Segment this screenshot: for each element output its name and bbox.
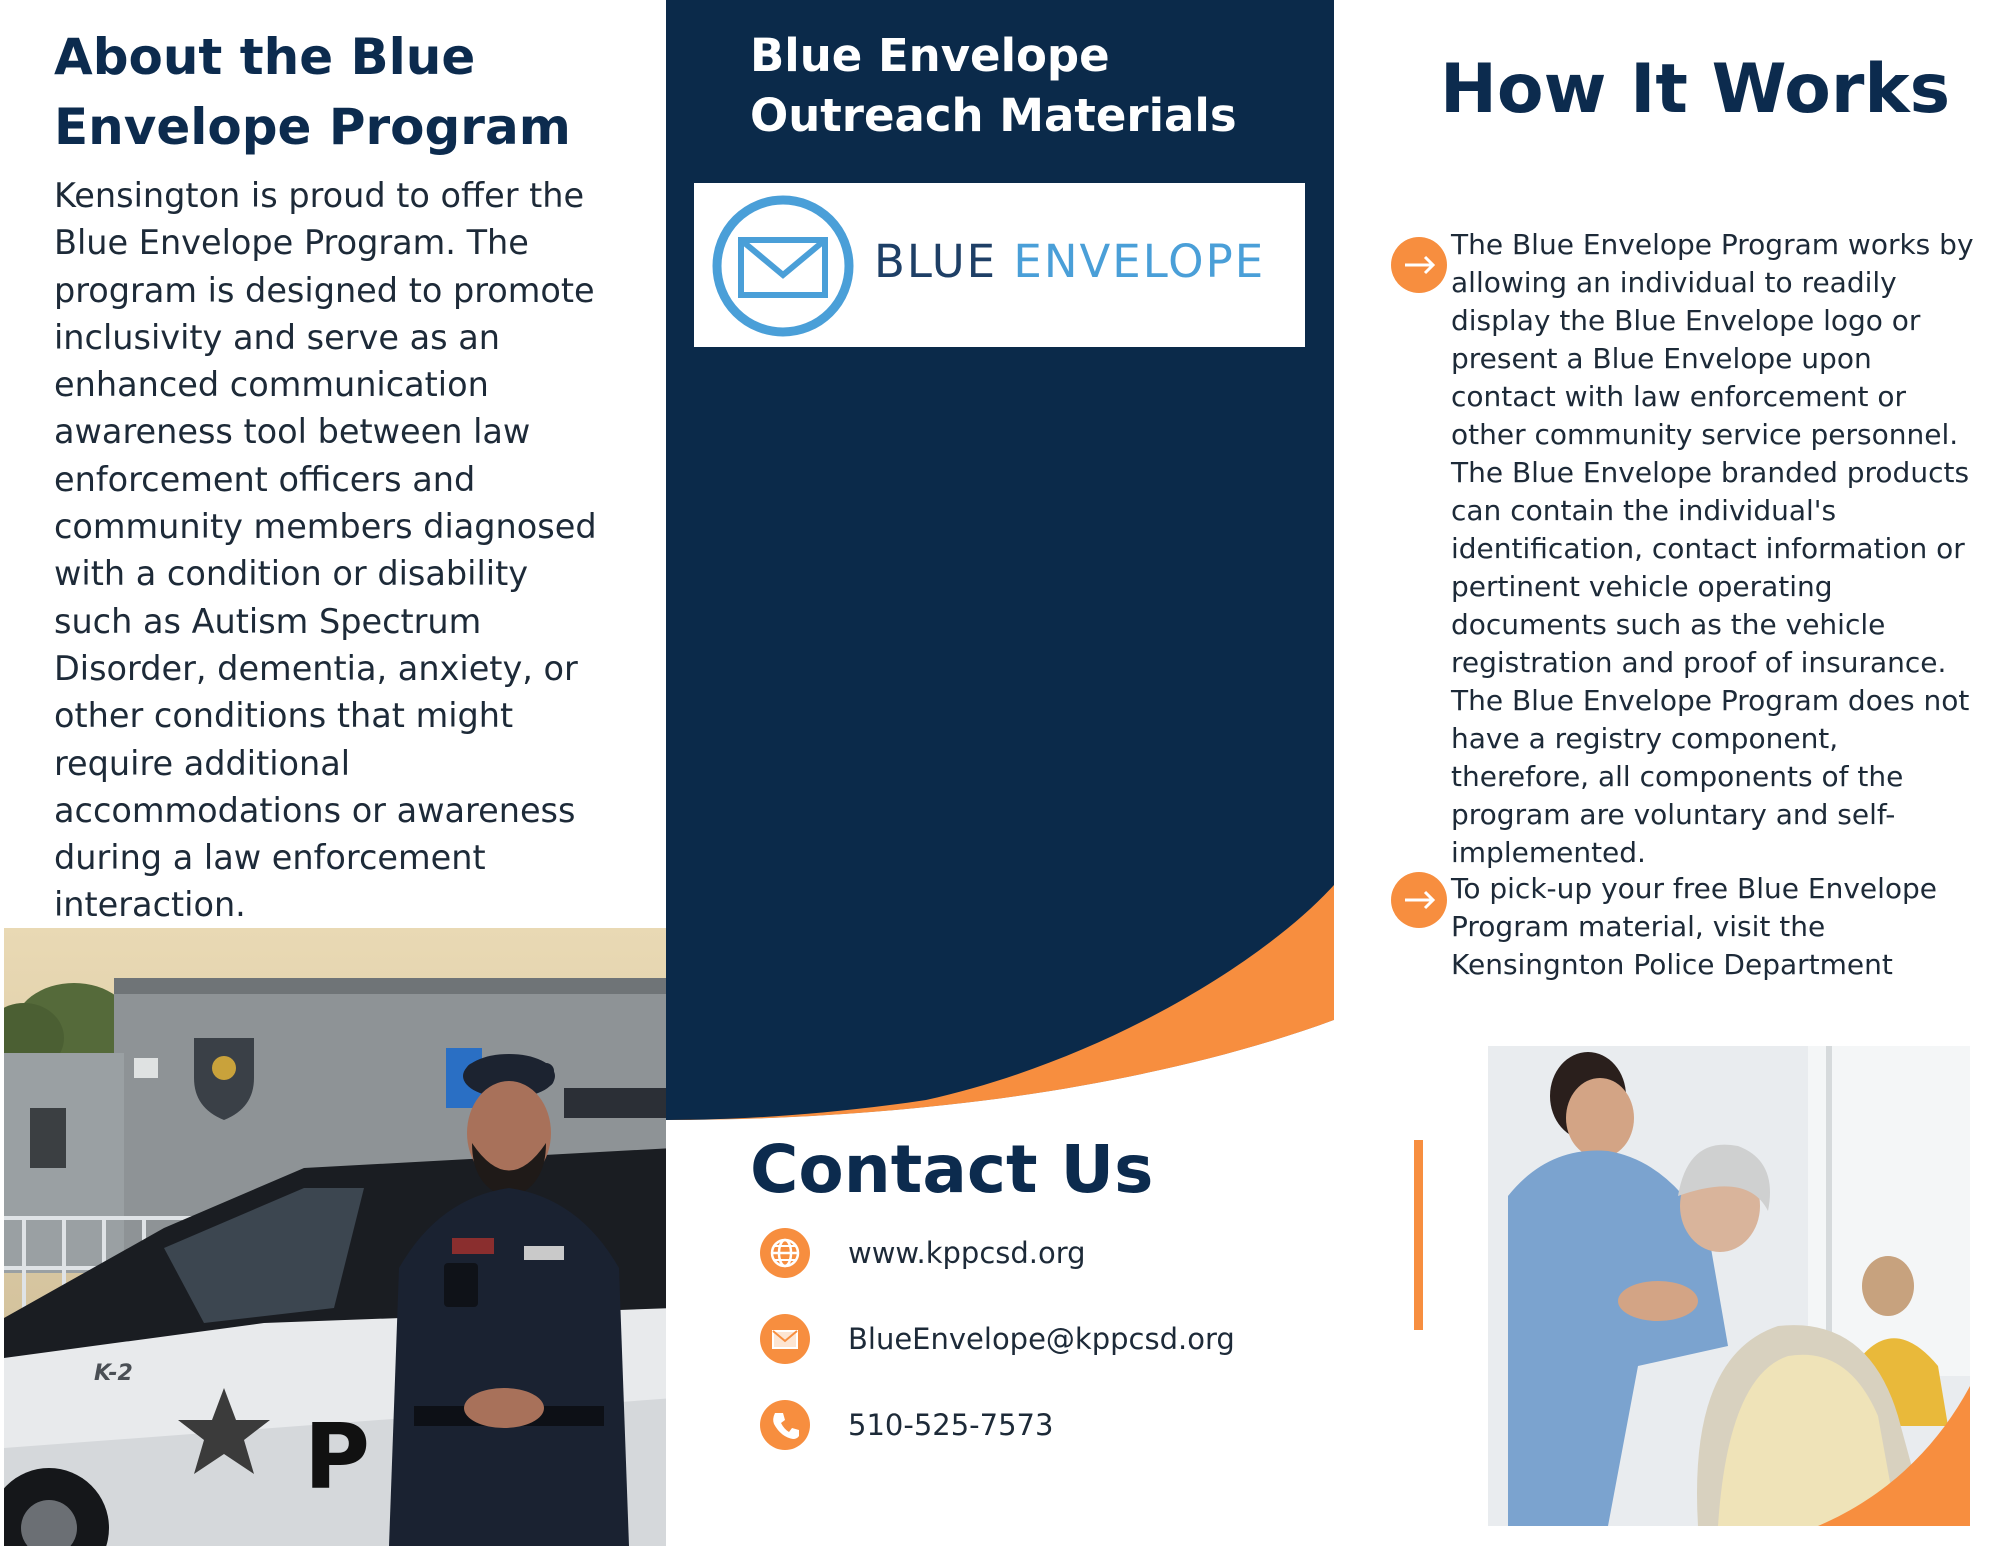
step-1-text: The Blue Envelope Program works by allowing an individual to readily display the Blue Envelope logo or present a Blue Envelope upon contact with law enforcement or other community service personnel. The Blue Envelope branded products can contain the individual's identification, contact information or pertinent vehicle operating documents such as the vehicle registration and proof of insurance. The Blue Envelope Program does not have a registry component, therefore, all components of the program are voluntary and self-implemented. bbox=[1451, 228, 1974, 869]
contact-title: Contact Us bbox=[750, 1131, 1154, 1208]
globe-icon bbox=[760, 1228, 810, 1278]
caregiver-photo bbox=[1488, 1046, 1970, 1526]
accent-bar bbox=[1414, 1140, 1423, 1330]
svg-text:K-2: K-2 bbox=[94, 1361, 133, 1386]
blue-envelope-logo bbox=[694, 183, 1305, 347]
svg-text:P: P bbox=[304, 1405, 370, 1510]
envelope-icon bbox=[717, 200, 849, 332]
about-title: About the Blue Envelope Program bbox=[54, 28, 571, 156]
contact-website-text[interactable]: www.kppcsd.org bbox=[848, 1236, 1086, 1270]
officer-photo bbox=[4, 928, 674, 1546]
how-it-works-title: How It Works bbox=[1440, 50, 1951, 129]
arrow-right-icon bbox=[1391, 237, 1447, 293]
contact-email[interactable] bbox=[760, 1313, 1235, 1365]
contact-email-text[interactable]: BlueEnvelope@kppcsd.org bbox=[848, 1322, 1235, 1356]
outreach-title: Blue Envelope Outreach Materials bbox=[750, 29, 1237, 142]
phone-icon bbox=[760, 1400, 810, 1450]
about-body-text: Kensington is proud to offer the Blue Envelope Program. The program is designed to promote inclusivity and serve as an enhanced communication awareness tool between law enforcement officers and community members diagnosed with a condition or disability such as Autism Spectrum Disorder, dementia, anxiety, or other conditions that might require additional accommodations or awareness during a law enforcement interaction. bbox=[54, 176, 597, 925]
step-2-text: To pick-up your free Blue Envelope Program material, visit the Kensingnton Police Department bbox=[1451, 872, 1938, 981]
logo-word-blue: BLUE bbox=[874, 235, 998, 288]
contact-phone[interactable] bbox=[760, 1399, 1053, 1451]
contact-phone-text[interactable]: 510-525-7573 bbox=[848, 1408, 1054, 1442]
contact-website[interactable] bbox=[760, 1227, 1086, 1279]
logo-word-envelope: ENVELOPE bbox=[1013, 235, 1266, 288]
mail-icon bbox=[760, 1314, 810, 1364]
arrow-right-icon bbox=[1391, 872, 1447, 928]
